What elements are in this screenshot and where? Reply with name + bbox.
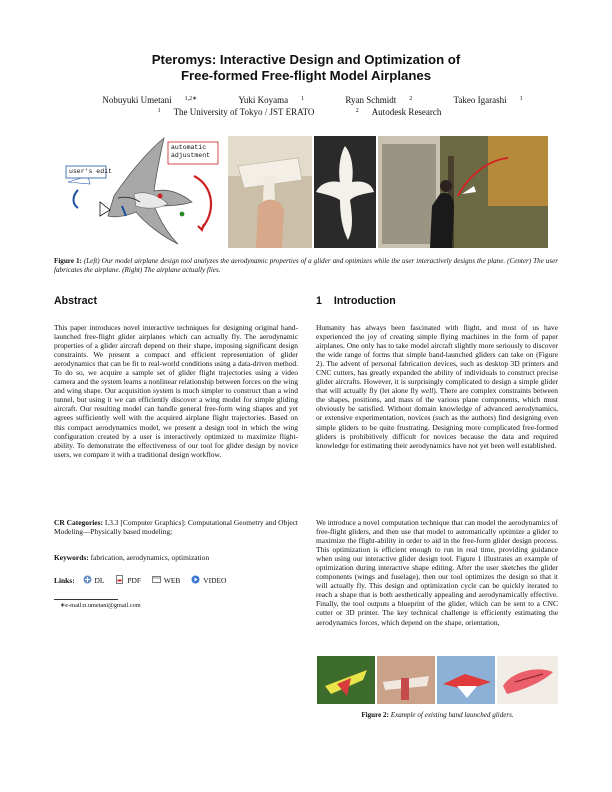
figure2-caption xyxy=(317,711,558,720)
figure1-caption-label: Figure 1: xyxy=(54,257,82,265)
keywords xyxy=(54,553,298,562)
annotation-adjustment: adjustment xyxy=(171,152,211,159)
links-label: Links: xyxy=(54,576,75,585)
footnote-rule xyxy=(54,599,118,600)
web-link[interactable]: WEB xyxy=(152,575,181,585)
author-list xyxy=(0,95,612,106)
author: Nobuyuki Umetani $^{1,2∗}$ xyxy=(102,95,198,105)
figure1-fabrication-photo xyxy=(228,136,312,248)
figure1-caption-text: (Left) Our model airplane design tool analyzes the aerodynamic properties of a glider and optimizes while the user interactively designs the plane. (Center) The user fabricates the airplane. (Right) The airplane actually flies. xyxy=(54,257,558,274)
abstract-text: This paper introduces novel interactive techniques for designing original hand-launched free-flight glider airplanes which can actually fly. The aerodynamic properties of a glider aircraft depend on their shape, imposing significant design constraints. We present a compact and efficient representation of glider aerodynamics that can be fit to real-world conditions using a data-driven method. To do so, we acquire a sample set of glider flight trajectories using a video camera and the system learns a nonlinear relationship between forces on the wing and wing shape. Our acquisition system is much simpler to construct than a wind tunnel, but using it we can efficiently discover a wing model for simple gliding aircraft. Our resulting model can handle general free-form wing shapes and yet agrees sufficiently well with the acquired airplane flight trajectories. Based on this compact aerodynamics model, we present a design tool in which the wing configuration created by a user is interactively optimized to maximize flight-ability. To demonstrate the effectiveness of our tool for glider design by novice users, we compare it with a traditional design workflow. xyxy=(54,323,298,459)
affiliation-list xyxy=(0,107,612,118)
keywords-text: fabrication, aerodynamics, optimization xyxy=(90,553,210,562)
annotation-automatic: automatic xyxy=(171,144,207,151)
figure1-flight-photo xyxy=(378,136,548,248)
annotation-user-edit: user's edit xyxy=(69,168,112,175)
white-glider-image xyxy=(314,136,376,248)
cr-categories-label: CR Categories: xyxy=(54,518,103,527)
paper-title-line2: Free-formed Free-flight Model Airplanes xyxy=(180,68,432,83)
pdf-link[interactable]: PDF xyxy=(115,575,141,585)
hand-holding-glider-image xyxy=(228,136,312,248)
figure2-gliders-photos xyxy=(317,656,558,704)
affiliation: $^2$ Autodesk Research xyxy=(355,107,442,117)
paper-title-line1: Pteromys: Interactive Design and Optimization of xyxy=(151,52,461,67)
footnote-email: ∗e-mail:n.umetani@gmail.com xyxy=(60,602,141,609)
cr-categories-text: I.3.3 [Computer Graphics]: Computational Geometry and Object Modeling—Physically based modeling; xyxy=(54,518,299,537)
figure1-design-tool-panel xyxy=(64,136,222,248)
section-title: Introduction xyxy=(333,295,396,307)
automatic-adjustment-label xyxy=(171,144,210,160)
existing-gliders-image-strip xyxy=(317,656,558,704)
figure2-caption-text: Example of existing hand launched gliders. xyxy=(390,711,514,719)
dl-link[interactable]: DL xyxy=(83,575,105,585)
introduction-paragraph-2: We introduce a novel computation technique that can model the aerodynamics of free-flight gliders, and then use that model to automatically optimize a glider to maximize the flight-ability in order to aid in the free-form glider design process. This optimization is efficient enough to run in real time, providing guidance when using our interactive glider design tool. Figure 1 illustrates an example of optimization during interactive shape editing. After the user sketches the glider components (wings and fuselage), then our tool optimizes the design so that it will actually fly. This design and optimization cycle can be quickly iterated to reach a shape that is both aesthetically appealing and aerodynamically effective. Finally, the tool outputs a blueprint of the glider, which can be sent to a CNC cutter or 3D printer. The key technical challenge is efficiently estimating the aerodynamics forces, which depend on the shape, orientation, xyxy=(316,518,558,627)
introduction-heading xyxy=(316,295,396,307)
pdf-icon xyxy=(115,575,124,584)
outdoor-flight-image xyxy=(378,136,548,248)
figure2-caption-label: Figure 2: xyxy=(361,711,389,719)
figure1-glider-photo xyxy=(314,136,376,248)
web-icon xyxy=(152,575,161,584)
introduction-paragraph-1: Humanity has always been fascinated with flight, and most of us have experienced the joy of creating simple flying machines in the form of paper airplanes. One only has to take model aircraft slightly more seriously to discover the wide range of forms that simple hand-launched gliders can take on (Figure 2). The advent of personal fabrication devices, such as desktop 3D printers and CNC cutters, has greatly expanded the ability of individuals to construct precise glider aircrafts. However, it is surprisingly complicated to design a simple glider that will actually fly (let alone fly well). There are complex constraints between the shapes, positions, and mass of the various plane components, which must obviously be satisfied. Without domain knowledge of advanced aerodynamics, or extensive experimentation, novices (such as the authors) find designing even simple gliders to be quite frustrating. Designing more complicated free-formed gliders is prohibitively difficult for novices because the data and required knowledge for estimating their aerodynamics have not yet been well established. xyxy=(316,323,558,450)
dl-icon xyxy=(83,575,92,584)
author: Ryan Schmidt $^2$ xyxy=(345,95,413,105)
affiliation: $^1$ The University of Tokyo / JST ERATO xyxy=(157,107,315,117)
cr-categories xyxy=(54,518,298,536)
keywords-label: Keywords: xyxy=(54,553,89,562)
figure1-caption xyxy=(54,257,558,275)
abstract-heading: Abstract xyxy=(54,295,97,307)
links-row xyxy=(54,575,298,585)
video-icon xyxy=(191,575,200,584)
video-link[interactable]: VIDEO xyxy=(191,575,226,585)
section-number: 1 xyxy=(316,295,322,307)
author: Yuki Koyama $^1$ xyxy=(238,95,305,105)
author: Takeo Igarashi $^1$ xyxy=(453,95,523,105)
